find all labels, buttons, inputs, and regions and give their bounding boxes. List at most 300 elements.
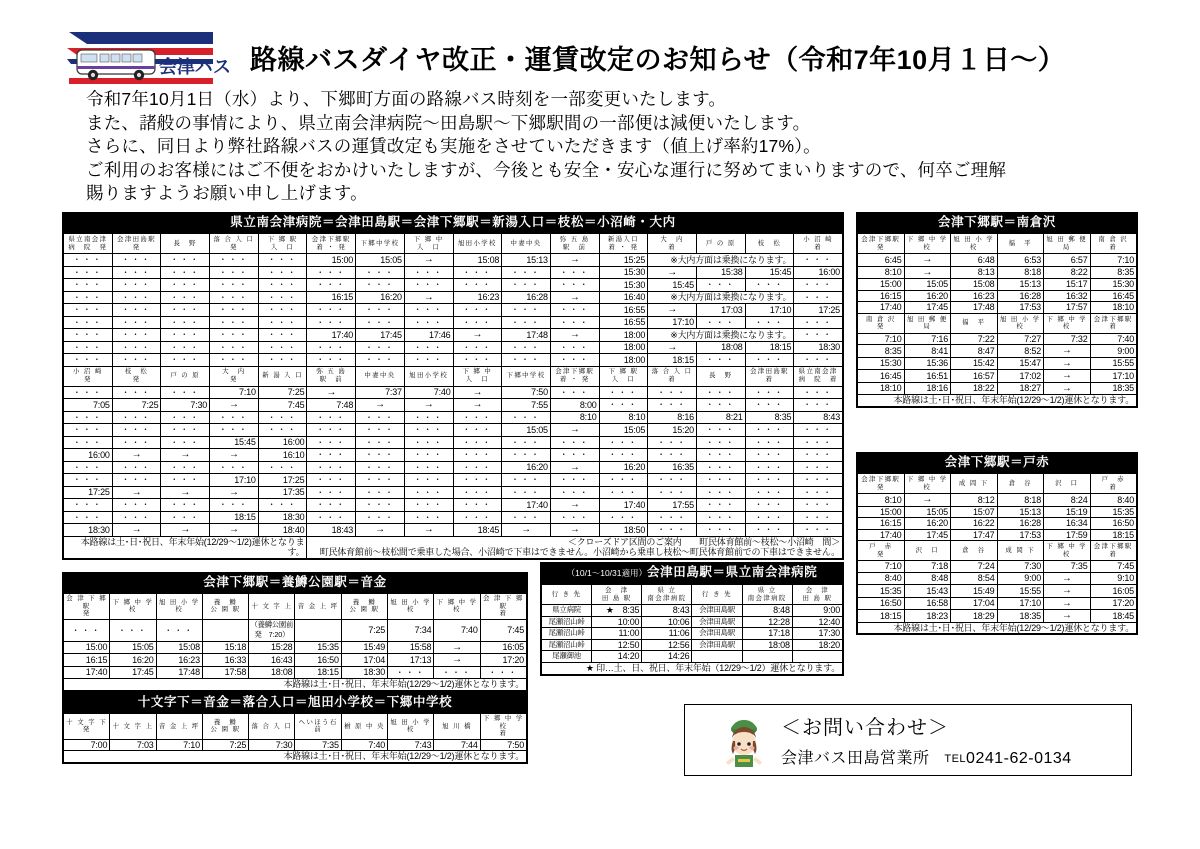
- table-row: [858, 518, 1137, 530]
- time-cell: 7:10: [156, 739, 202, 751]
- time-cell: ・・・: [502, 304, 551, 317]
- time-cell: 16:00: [258, 436, 307, 449]
- column-header-line: 会津下郷駅: [1093, 315, 1133, 323]
- time-cell: 7:00: [64, 739, 110, 751]
- time-cell: 15:55: [1090, 357, 1137, 370]
- time-cell: 16:45: [858, 370, 905, 383]
- column-header-line: 長 野: [709, 372, 733, 380]
- column-header-line: 倉 谷: [962, 546, 986, 554]
- timetable-main: [62, 212, 844, 560]
- time-cell: ・・・: [648, 486, 697, 499]
- time-cell: ・・・: [794, 316, 843, 329]
- column-header: [648, 234, 697, 254]
- column-header-line: 中妻中央: [510, 239, 542, 247]
- contact-office: 会津バス田島営業所: [781, 750, 930, 767]
- time-cell: ・・・: [258, 304, 307, 317]
- time-cell: ・・・: [112, 499, 161, 512]
- time-cell: 8:12: [951, 494, 998, 507]
- column-header-line: 旭 田 小 学 校: [158, 598, 200, 614]
- table-row: [64, 666, 527, 679]
- column-header: [356, 234, 405, 254]
- time-cell: 17:04: [341, 654, 387, 667]
- time-cell: 9:00: [792, 605, 842, 617]
- timetable-tajima-title: [541, 563, 843, 584]
- column-header-line: 新 湯 入 口: [262, 372, 303, 380]
- in-body: [858, 333, 1137, 395]
- column-header: [161, 234, 210, 254]
- time-cell: [202, 619, 248, 641]
- time-cell: 6:57: [1044, 254, 1091, 267]
- time-cell: ・・・: [745, 486, 794, 499]
- time-cell: ・・・: [64, 354, 113, 367]
- time-cell: 17:40: [599, 499, 648, 512]
- time-cell: 7:30: [997, 561, 1044, 573]
- column-header: [1044, 313, 1091, 333]
- column-header: [550, 234, 599, 254]
- time-cell: 尾瀬沼山峠: [542, 639, 592, 651]
- time-cell: 16:20: [904, 518, 951, 530]
- time-cell: ・・・: [550, 486, 599, 499]
- main-note-right: [307, 536, 843, 558]
- time-cell: 18:00: [599, 354, 648, 367]
- column-header: [341, 714, 387, 740]
- time-cell: 17:25: [64, 486, 113, 499]
- time-cell: →: [453, 399, 502, 412]
- time-cell: ・・・: [258, 279, 307, 292]
- time-cell: 18:30: [794, 341, 843, 354]
- time-cell: ・・・: [356, 341, 405, 354]
- column-header: [388, 594, 434, 620]
- column-header-line: 発: [82, 610, 91, 618]
- time-cell: ・・・: [161, 266, 210, 279]
- column-header-line: 枝 松: [757, 239, 782, 247]
- time-cell: ・・・: [550, 354, 599, 367]
- time-cell: ・・・: [161, 279, 210, 292]
- time-cell: 18:15: [1090, 529, 1137, 541]
- column-header: [295, 594, 341, 620]
- time-cell: ・・・: [64, 266, 113, 279]
- time-cell: 18:15: [210, 511, 259, 524]
- time-cell: 17:40: [858, 529, 905, 541]
- column-header-line: 発: [876, 483, 885, 491]
- time-cell: ・・・: [794, 461, 843, 474]
- time-cell: ★ 8:35: [592, 605, 642, 617]
- foot: [858, 395, 1137, 407]
- time-cell: →: [434, 654, 480, 667]
- time-cell: 10:06: [642, 616, 692, 628]
- column-header: [307, 234, 356, 254]
- time-cell: ・・・: [696, 461, 745, 474]
- time-cell: 7:05: [64, 399, 113, 412]
- column-header: [745, 234, 794, 254]
- time-cell: ・・・: [307, 511, 356, 524]
- time-cell: ・・・: [258, 411, 307, 424]
- time-cell: 17:04: [951, 597, 998, 610]
- column-header-line: 成 岡 下: [1005, 546, 1036, 554]
- time-cell: ・・・: [356, 461, 405, 474]
- column-header-line: 会津下郷駅: [311, 235, 351, 243]
- time-cell: 8:43: [794, 411, 843, 424]
- time-cell: 17:45: [110, 666, 156, 679]
- time-cell: ・・・: [258, 354, 307, 367]
- column-header: [356, 366, 405, 386]
- aizu-bus-logo: [63, 28, 231, 90]
- column-header-line: 下 郷 中 学 校: [436, 598, 478, 614]
- time-cell: 7:48: [307, 399, 356, 412]
- time-cell: ・・・: [453, 436, 502, 449]
- column-header: [453, 234, 502, 254]
- column-header-line: 音 金 上 坪: [158, 722, 200, 730]
- time-cell: 7:50: [502, 386, 551, 399]
- time-cell: 17:25: [258, 474, 307, 487]
- table-row: [64, 499, 843, 512]
- foot: [64, 751, 527, 763]
- time-cell: 8:40: [1090, 494, 1137, 507]
- table-row: [64, 316, 843, 329]
- time-cell: ・・・: [210, 461, 259, 474]
- time-cell: ・・・: [210, 304, 259, 317]
- out-head: [858, 234, 1137, 254]
- time-cell: ・・・: [550, 266, 599, 279]
- column-header: [258, 234, 307, 254]
- table-row: [858, 494, 1137, 507]
- intro-line-1: 令和7年10月1日（水）より、下郷町方面の路線バス時刻を一部変更いたします。: [86, 89, 727, 109]
- table-row: [542, 639, 843, 651]
- time-cell: 15:08: [951, 279, 998, 291]
- table-row: [64, 461, 843, 474]
- column-header: [156, 594, 202, 620]
- time-cell: 7:35: [1044, 561, 1091, 573]
- table-row: [64, 341, 843, 354]
- time-cell: →: [112, 524, 161, 537]
- time-cell: →: [904, 494, 951, 507]
- table-row: [64, 511, 843, 524]
- time-cell: 18:20: [792, 639, 842, 651]
- time-cell: 18:23: [904, 610, 951, 623]
- time-cell: 7:10: [210, 386, 259, 399]
- time-cell: ・・・: [112, 474, 161, 487]
- time-cell: 15:17: [1044, 279, 1091, 291]
- time-cell: 18:29: [951, 610, 998, 623]
- time-cell: →: [404, 524, 453, 537]
- intro-line-4: ご利用のお客様にはご不便をおかけいたしますが、今後とも安全・安心な運行に努めてまいりますので、何卒ご理解: [86, 159, 1007, 180]
- time-cell: 16:20: [599, 461, 648, 474]
- column-header: [792, 585, 842, 605]
- time-cell: 18:10: [1090, 302, 1137, 314]
- time-cell: ・・・: [112, 354, 161, 367]
- time-cell: →: [1044, 382, 1091, 395]
- table-row: [64, 424, 843, 437]
- time-cell: 8:43: [642, 605, 692, 617]
- time-cell: ・・・: [453, 424, 502, 437]
- column-header-line: 着: [1109, 550, 1118, 558]
- time-cell: ・・・: [745, 354, 794, 367]
- time-cell: →: [1044, 610, 1091, 623]
- time-cell: →: [112, 449, 161, 462]
- time-cell: →: [453, 386, 502, 399]
- transfer-note: ※大内方面は乗換になります。: [648, 254, 794, 267]
- time-cell: →: [904, 266, 951, 279]
- time-cell: ・・・: [648, 524, 697, 537]
- column-header-line: 南 倉 沢: [865, 315, 896, 323]
- time-cell: 17:48: [156, 666, 202, 679]
- time-cell: 15:55: [997, 585, 1044, 598]
- time-cell: ・・・: [258, 424, 307, 437]
- column-header-line: 弥 五 島: [316, 368, 347, 376]
- tajima-title-main: 会津田島駅＝県立南会津病院: [647, 565, 818, 579]
- time-cell: ・・・: [258, 499, 307, 512]
- header-row: [858, 234, 1137, 254]
- column-header: [951, 541, 998, 561]
- time-cell: 16:15: [858, 290, 905, 302]
- table-row: [858, 370, 1137, 383]
- time-cell: 7:40: [341, 739, 387, 751]
- time-cell: ・・・: [696, 316, 745, 329]
- time-cell: 15:13: [997, 279, 1044, 291]
- column-header-line: 下 郷 中 学 校: [1046, 315, 1088, 331]
- time-cell: ・・・: [210, 354, 259, 367]
- foot: [542, 662, 843, 674]
- time-cell: 尾瀬沼山峠: [542, 616, 592, 628]
- contact-tel: 0241-62-0134: [966, 750, 1072, 767]
- time-cell: ・・・: [112, 279, 161, 292]
- time-cell: 18:35: [1090, 382, 1137, 395]
- time-cell: ・・・: [599, 386, 648, 399]
- table-row: [858, 506, 1137, 518]
- column-header: [904, 234, 951, 254]
- time-cell: ・・・: [696, 279, 745, 292]
- time-cell: 8:40: [858, 572, 905, 585]
- column-header: [904, 474, 951, 494]
- time-cell: 8:52: [997, 345, 1044, 358]
- table-row: [64, 474, 843, 487]
- time-cell: 15:00: [858, 279, 905, 291]
- column-header-line: 下郷中学校: [506, 372, 546, 380]
- column-header-line: 公 園 駅: [210, 726, 241, 734]
- column-header: [249, 714, 295, 740]
- time-cell: 18:30: [258, 511, 307, 524]
- time-cell: 17:18: [742, 628, 792, 640]
- table-row: [64, 739, 527, 751]
- time-cell: ・・・: [64, 279, 113, 292]
- time-cell: ・・・: [745, 279, 794, 292]
- time-cell: ・・・: [696, 511, 745, 524]
- time-cell: ・・・: [599, 474, 648, 487]
- body: [64, 619, 527, 679]
- time-cell: 15:35: [295, 641, 341, 654]
- time-cell: →: [550, 461, 599, 474]
- time-cell: ・・・: [453, 304, 502, 317]
- column-header: [112, 234, 161, 254]
- time-cell: ・・・: [404, 304, 453, 317]
- time-cell: →: [648, 304, 697, 317]
- time-cell: ・・・: [161, 511, 210, 524]
- time-cell: 8:35: [858, 345, 905, 358]
- time-cell: ・・・: [307, 341, 356, 354]
- column-header-line: 下 郷 中 学 校: [482, 715, 524, 730]
- time-cell: 15:05: [599, 424, 648, 437]
- column-header: [404, 234, 453, 254]
- time-cell: ・・・: [112, 304, 161, 317]
- column-header-line: 着 ・ 発: [608, 243, 639, 251]
- time-cell: ・・・: [794, 499, 843, 512]
- header-row: [858, 474, 1137, 494]
- time-cell: 7:18: [904, 561, 951, 573]
- timetable-jumonji-grid: [63, 713, 527, 763]
- time-cell: 16:20: [356, 291, 405, 304]
- time-cell: 会津田島駅: [692, 605, 742, 617]
- time-cell: 15:07: [951, 506, 998, 518]
- table-row: [542, 628, 843, 640]
- time-cell: ・・・: [64, 411, 113, 424]
- time-cell: 18:08: [742, 639, 792, 651]
- time-cell: 15:30: [599, 279, 648, 292]
- timetable-main-inbound-head: [64, 366, 843, 386]
- time-cell: ・・・: [794, 486, 843, 499]
- head: [64, 714, 527, 740]
- time-cell: 16:55: [599, 304, 648, 317]
- time-cell: 12:50: [592, 639, 642, 651]
- foot: [858, 622, 1137, 634]
- table-row: [64, 654, 527, 667]
- time-cell: ・・・: [210, 279, 259, 292]
- time-cell: ・・・: [453, 511, 502, 524]
- column-header-line: 旭田小学校: [457, 239, 497, 247]
- time-cell: 15:58: [388, 641, 434, 654]
- column-header: [307, 366, 356, 386]
- time-cell: ・・・: [161, 304, 210, 317]
- time-cell: 16:23: [156, 654, 202, 667]
- table-row: [64, 449, 843, 462]
- column-header-line: 十 文 字 上: [251, 602, 293, 610]
- note-row: [64, 679, 527, 691]
- column-header-line: 着: [765, 376, 774, 383]
- time-cell: ・・・: [453, 266, 502, 279]
- time-cell: 7:10: [858, 333, 905, 345]
- intro-paragraph: [86, 88, 1156, 206]
- time-cell: 16:57: [951, 370, 998, 383]
- column-header-line: 福 平: [962, 319, 986, 327]
- time-cell: 16:22: [951, 518, 998, 530]
- time-cell: ・・・: [404, 279, 453, 292]
- column-header: [542, 585, 592, 605]
- column-header-line: 戸 赤: [1101, 475, 1125, 483]
- time-cell: 15:05: [904, 279, 951, 291]
- time-cell: 8:35: [1090, 266, 1137, 279]
- column-header: [951, 234, 998, 254]
- time-cell: →: [210, 399, 259, 412]
- time-cell: 16:15: [858, 518, 905, 530]
- time-cell: 17:30: [792, 628, 842, 640]
- time-cell: →: [550, 291, 599, 304]
- time-cell: 県立病院: [542, 605, 592, 617]
- column-header-line: 沢 口: [915, 546, 939, 554]
- timetable-tajima-grid: [541, 584, 843, 675]
- timetable-main-grid: [63, 233, 843, 559]
- time-cell: →: [1044, 572, 1091, 585]
- time-cell: （養鱒公園前発 7:20）: [250, 619, 294, 640]
- column-header-line: 会 津: [805, 586, 830, 594]
- time-cell: ・・・: [161, 329, 210, 342]
- column-header-line: 旭 田 小 学 校: [390, 598, 432, 614]
- column-header-line: へいほう石前: [298, 718, 338, 734]
- time-cell: 17:35: [258, 486, 307, 499]
- table-row: [64, 486, 843, 499]
- time-cell: ・・・: [599, 449, 648, 462]
- table-row: [858, 585, 1137, 598]
- time-cell: 7:30: [161, 399, 210, 412]
- time-cell: ・・・: [356, 411, 405, 424]
- column-header-line: 旭 田 郵 便 局: [1046, 235, 1088, 251]
- main-note-left: 本路線は土･日･祝日、年末年始(12/29〜1/2)運休となります。: [64, 536, 307, 558]
- time-cell: ・・・: [307, 316, 356, 329]
- time-cell: ・・・: [502, 354, 551, 367]
- column-header-line: 下 郷 中: [413, 235, 444, 243]
- column-header: [858, 313, 905, 333]
- time-cell: ・・・: [745, 386, 794, 399]
- time-cell: ・・・: [161, 341, 210, 354]
- column-header: [599, 366, 648, 386]
- time-cell: ・・・: [307, 279, 356, 292]
- column-header: [951, 313, 998, 333]
- time-cell: →: [210, 524, 259, 537]
- time-cell: 7:44: [434, 739, 480, 751]
- time-cell: 15:49: [951, 585, 998, 598]
- time-cell: 15:25: [599, 254, 648, 267]
- time-cell: 18:00: [599, 329, 648, 342]
- time-cell: ・・・: [745, 424, 794, 437]
- time-cell: 16:50: [1090, 518, 1137, 530]
- header-row: [64, 366, 843, 386]
- column-header: [745, 366, 794, 386]
- time-cell: 16:23: [951, 290, 998, 302]
- column-header: [161, 366, 210, 386]
- time-cell: ・・・: [356, 486, 405, 499]
- note-row: [542, 662, 843, 674]
- table-row: [64, 304, 843, 317]
- time-cell: 6:53: [997, 254, 1044, 267]
- time-cell: ・・・: [453, 499, 502, 512]
- time-cell: ・・・: [307, 474, 356, 487]
- time-cell: ・・・: [161, 386, 210, 399]
- time-cell: →: [904, 254, 951, 267]
- time-cell: ・・・: [64, 619, 110, 641]
- time-cell: ・・・: [404, 486, 453, 499]
- time-cell: 18:10: [858, 382, 905, 395]
- column-header-line: 養 鱒: [213, 718, 238, 726]
- column-header-line: 公 園 駅: [349, 606, 380, 614]
- time-cell: ・・・: [745, 511, 794, 524]
- time-cell: ・・・: [550, 304, 599, 317]
- time-cell: 8:18: [997, 266, 1044, 279]
- time-cell: ・・・: [696, 386, 745, 399]
- time-cell: ・・・: [648, 386, 697, 399]
- column-header-line: 県 立: [757, 586, 777, 594]
- time-cell: 16:58: [904, 597, 951, 610]
- column-header: [592, 585, 642, 605]
- time-cell: ・・・: [112, 461, 161, 474]
- timetable-jumonji-title: 十文字下＝音金＝落合入口＝旭田小学校＝下郷中学校: [63, 693, 527, 713]
- column-header: [210, 366, 259, 386]
- column-header: [696, 366, 745, 386]
- time-cell: 8:10: [599, 411, 648, 424]
- column-header: [434, 594, 480, 620]
- column-header-line: 落 合 入 口: [213, 235, 255, 243]
- time-cell: ・・・: [388, 666, 434, 679]
- time-cell: 17:59: [1044, 529, 1091, 541]
- column-header: [249, 594, 295, 620]
- time-cell: →: [1044, 585, 1091, 598]
